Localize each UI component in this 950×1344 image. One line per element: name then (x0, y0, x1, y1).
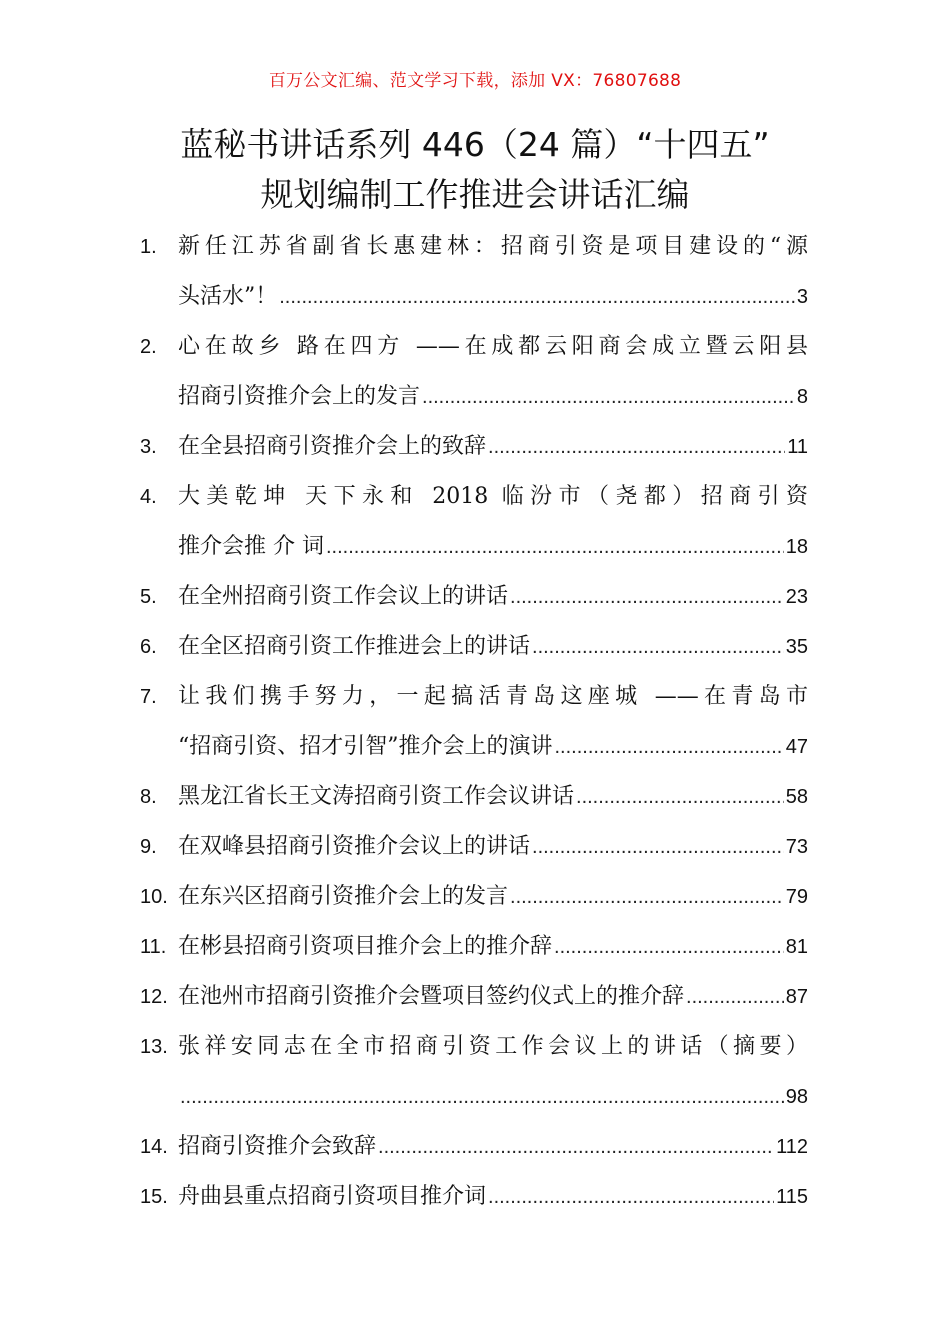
toc-leader-dots (378, 1122, 774, 1172)
table-of-contents (140, 222, 808, 1222)
toc-entry-title: 让我们携手努力，一起搞活青岛这座城 ——在青岛市 (178, 684, 808, 709)
toc-page-number: 8 (796, 386, 808, 408)
toc-entry-number: 1. (140, 236, 157, 258)
toc-entry-number: 14. (140, 1136, 168, 1158)
toc-entry-number: 12. (140, 986, 168, 1008)
toc-entry-title: 在东兴区招商引资推介会上的发言 (178, 884, 509, 909)
document-title (0, 120, 950, 220)
toc-entry[interactable] (140, 572, 808, 622)
toc-entry-number: 9. (140, 836, 157, 858)
toc-entry[interactable] (140, 222, 808, 322)
title-line-1: 蓝秘书讲话系列 446（24 篇）“十四五” (180, 125, 770, 164)
toc-entry[interactable] (140, 422, 808, 472)
toc-entry-title: 在彬县招商引资项目推介会上的推介辞 (178, 934, 553, 959)
toc-leader-dots (555, 722, 784, 772)
toc-entry[interactable] (140, 972, 808, 1022)
toc-page-number: 18 (785, 536, 808, 558)
toc-entry-title: 黑龙江省长王文涛招商引资工作会议讲话 (178, 784, 575, 809)
toc-entry-title: 在池州市招商引资推介会暨项目签约仪式上的推介辞 (178, 984, 685, 1009)
toc-page-number: 98 (785, 1086, 808, 1108)
toc-entry-number: 5. (140, 586, 157, 608)
toc-entry-title: 招商引资推介会致辞 (178, 1134, 377, 1159)
toc-entry[interactable] (140, 622, 808, 672)
toc-entry-title: 新任江苏省副省长惠建林：招商引资是项目建设的“源 (178, 234, 808, 259)
toc-page-number: 115 (776, 1186, 808, 1208)
toc-entry-title: 在全州招商引资工作会议上的讲话 (178, 584, 509, 609)
toc-leader-dots (576, 772, 784, 822)
toc-page-number: 79 (785, 886, 808, 908)
toc-leader-dots (554, 922, 784, 972)
toc-page-number: 87 (785, 986, 808, 1008)
toc-entry-number: 2. (140, 336, 157, 358)
toc-leader-dots (510, 872, 784, 922)
toc-entry[interactable] (140, 322, 808, 422)
toc-page-number: 58 (785, 786, 808, 808)
toc-page-number: 11 (787, 436, 808, 458)
toc-leader-dots (279, 272, 795, 322)
toc-entry[interactable] (140, 1022, 808, 1122)
toc-entry[interactable] (140, 1172, 808, 1222)
toc-entry-number: 3. (140, 436, 157, 458)
toc-leader-dots (488, 422, 785, 472)
header-note: 百万公文汇编、范文学习下载，添加 VX：76807688 (268, 71, 682, 91)
toc-entry-title: 在全县招商引资推介会上的致辞 (178, 434, 487, 459)
toc-leader-dots (532, 822, 784, 872)
toc-entry-number: 15. (140, 1186, 168, 1208)
toc-entry[interactable] (140, 1122, 808, 1172)
title-line-2: 规划编制工作推进会讲话汇编 (260, 175, 690, 214)
toc-leader-dots (180, 1072, 784, 1122)
toc-entry[interactable] (140, 472, 808, 572)
toc-entry-title-cont: 推介会推 介 词 (178, 534, 324, 559)
toc-page-number: 23 (785, 586, 808, 608)
toc-page-number: 35 (785, 636, 808, 658)
toc-entry-number: 13. (140, 1036, 168, 1058)
toc-entry-title: 舟曲县重点招商引资项目推介词 (178, 1184, 487, 1209)
toc-entry[interactable] (140, 772, 808, 822)
toc-page-number: 81 (785, 936, 808, 958)
toc-leader-dots (422, 372, 795, 422)
toc-entry-number: 6. (140, 636, 157, 658)
toc-entry[interactable] (140, 872, 808, 922)
toc-leader-dots (326, 522, 784, 572)
toc-entry-title-cont: 头活水”！ (178, 284, 278, 309)
toc-entry[interactable] (140, 822, 808, 872)
toc-leader-dots (532, 622, 784, 672)
toc-entry[interactable] (140, 922, 808, 972)
toc-page-number: 3 (796, 286, 808, 308)
toc-entry-number: 4. (140, 486, 157, 508)
toc-entry-title: 在全区招商引资工作推进会上的讲话 (178, 634, 531, 659)
toc-leader-dots (510, 572, 784, 622)
toc-page-number: 47 (785, 736, 808, 758)
toc-entry-title-cont: “招商引资、招才引智”推介会上的演讲 (178, 734, 553, 759)
toc-entry-number: 7. (140, 686, 157, 708)
toc-entry-title: 张祥安同志在全市招商引资工作会议上的讲话（摘要） (178, 1034, 808, 1059)
toc-page-number: 112 (776, 1136, 808, 1158)
toc-entry[interactable] (140, 672, 808, 772)
toc-page-number: 73 (785, 836, 808, 858)
toc-entry-title: 大美乾坤 天下永和 2018 临汾市（尧都）招商引资 (178, 484, 808, 509)
toc-entry-number: 11. (140, 936, 167, 958)
toc-entry-title: 心在故乡 路在四方 ——在成都云阳商会成立暨云阳县 (178, 334, 808, 359)
toc-entry-number: 10. (140, 886, 168, 908)
toc-entry-number: 8. (140, 786, 157, 808)
toc-entry-title-cont: 招商引资推介会上的发言 (178, 384, 421, 409)
toc-leader-dots (488, 1172, 774, 1222)
toc-leader-dots (686, 972, 784, 1022)
toc-entry-title: 在双峰县招商引资推介会议上的讲话 (178, 834, 531, 859)
